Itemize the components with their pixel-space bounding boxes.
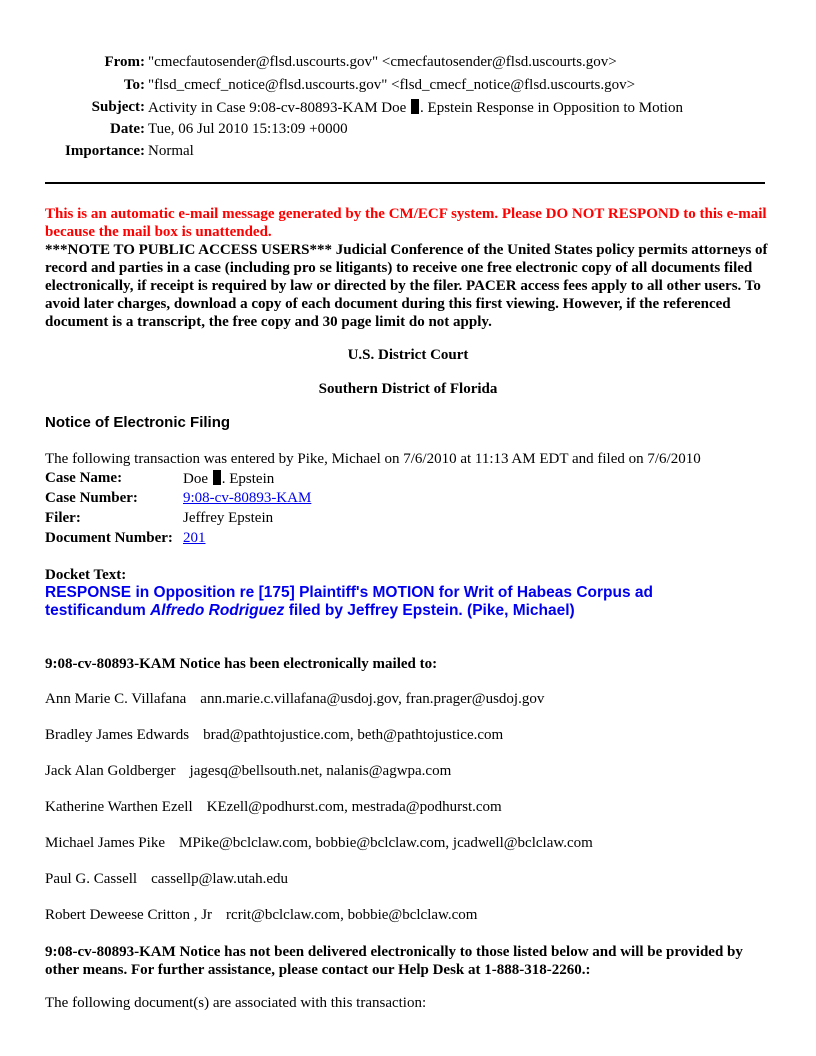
court-district: Southern District of Florida <box>318 381 498 397</box>
recipient-name: Robert Deweese Critton , Jr <box>45 907 213 923</box>
redaction-box <box>213 470 221 485</box>
from-value: "cmecfautosender@flsd.uscourts.gov" <cmecfautosender@flsd.uscourts.gov> <box>148 54 617 70</box>
filer-label: Filer: <box>45 510 81 526</box>
recipient-name: Jack Alan Goldberger <box>45 763 176 779</box>
date-value: Tue, 06 Jul 2010 15:13:09 +0000 <box>148 121 348 137</box>
importance-label: Importance: <box>65 143 145 159</box>
recipient-emails: jagesq@bellsouth.net, nalanis@agwpa.com <box>189 763 452 779</box>
importance-value: Normal <box>148 143 194 159</box>
docket-text-italic: Alfredo Rodriguez <box>150 602 285 619</box>
public-access-note: ***NOTE TO PUBLIC ACCESS USERS*** Judicial Conference of the United States policy permits attorneys of record and parties in a case (including pro se litigants) to receive one free electronic copy of all documents filed electronically, if receipt is required by law or directed by the filer. PACER access fees apply to all other users. To avoid later charges, download a copy of each document during this first viewing. However, if the referenced document is a transcript, the free copy and 30 page limit do not apply. <box>45 242 768 330</box>
subject-value <box>148 99 683 117</box>
docket-text <box>45 584 745 620</box>
docket-text-start: RESPONSE in Opposition re [175] Plaintiff's MOTION for Writ of Habeas Corpus ad testificandum <box>45 584 653 619</box>
recipient-name: Bradley James Edwards <box>45 727 190 743</box>
transaction-text: The following transaction was entered by Pike, Michael on 7/6/2010 at 11:13 AM EDT and filed on 7/6/2010 <box>45 451 701 467</box>
case-info-table <box>45 470 313 550</box>
docket-text-end: filed by Jeffrey Epstein. (Pike, Michael) <box>284 602 575 619</box>
recipient-emails: MPike@bclclaw.com, bobbie@bclclaw.com, jcadwell@bclclaw.com <box>178 835 593 851</box>
recipient-row <box>45 907 477 924</box>
subject-text-start: Activity in Case 9:08-cv-80893-KAM Doe <box>148 100 407 116</box>
case-name-value <box>183 470 313 490</box>
case-number-link[interactable]: 9:08-cv-80893-KAM <box>183 490 312 506</box>
associated-documents-text: The following document(s) are associated with this transaction: <box>45 995 427 1011</box>
date-label: Date: <box>110 121 145 137</box>
recipient-emails: brad@pathtojustice.com, beth@pathtojustice.com <box>203 727 504 743</box>
recipient-emails: cassellp@law.utah.edu <box>151 871 289 887</box>
recipient-row <box>45 835 593 852</box>
header-divider <box>45 182 765 184</box>
recipient-name: Michael James Pike <box>45 835 165 851</box>
recipient-row <box>45 763 451 780</box>
auto-message-warning: This is an automatic e-mail message generated by the CM/ECF system. Please DO NOT RESPOND to this e-mail because the mail box is unattended. <box>45 206 767 240</box>
from-label: From: <box>104 54 145 70</box>
redaction-box <box>411 99 419 114</box>
to-label: To: <box>123 77 145 93</box>
recipient-row <box>45 871 288 888</box>
case-number-label: Case Number: <box>45 490 138 506</box>
recipient-name: Paul G. Cassell <box>45 871 138 887</box>
recipient-emails: ann.marie.c.villafana@usdoj.gov, fran.prager@usdoj.gov <box>200 691 545 707</box>
recipient-name: Ann Marie C. Villafana <box>45 691 187 707</box>
recipient-name: Katherine Warthen Ezell <box>45 799 193 815</box>
not-delivered-notice: 9:08-cv-80893-KAM Notice has not been delivered electronically to those listed below and will be provided by other means. For further assistance, please contact our Help Desk at 1-888-318-2260.: <box>45 944 743 978</box>
to-value: "flsd_cmecf_notice@flsd.uscourts.gov" <flsd_cmecf_notice@flsd.uscourts.gov> <box>148 77 636 93</box>
case-name-label: Case Name: <box>45 470 123 486</box>
recipient-emails: KEzell@podhurst.com, mestrada@podhurst.com <box>206 799 502 815</box>
subject-text-end: . Epstein Response in Opposition to Motion <box>420 100 683 116</box>
mailed-heading: 9:08-cv-80893-KAM Notice has been electronically mailed to: <box>45 656 438 672</box>
court-name: U.S. District Court <box>347 347 469 363</box>
subject-label: Subject: <box>91 99 145 115</box>
recipient-emails: rcrit@bclclaw.com, bobbie@bclclaw.com <box>226 907 478 923</box>
filer-value: Jeffrey Epstein <box>183 510 274 526</box>
recipient-row <box>45 799 502 816</box>
case-name-end: . Epstein <box>221 471 275 487</box>
case-name-start: Doe <box>183 471 208 487</box>
docket-text-label: Docket Text: <box>45 567 127 583</box>
recipient-row <box>45 727 503 744</box>
nef-title: Notice of Electronic Filing <box>45 414 231 431</box>
document-number-label: Document Number: <box>45 530 173 546</box>
recipient-row <box>45 691 544 708</box>
document-number-link[interactable]: 201 <box>183 530 206 546</box>
